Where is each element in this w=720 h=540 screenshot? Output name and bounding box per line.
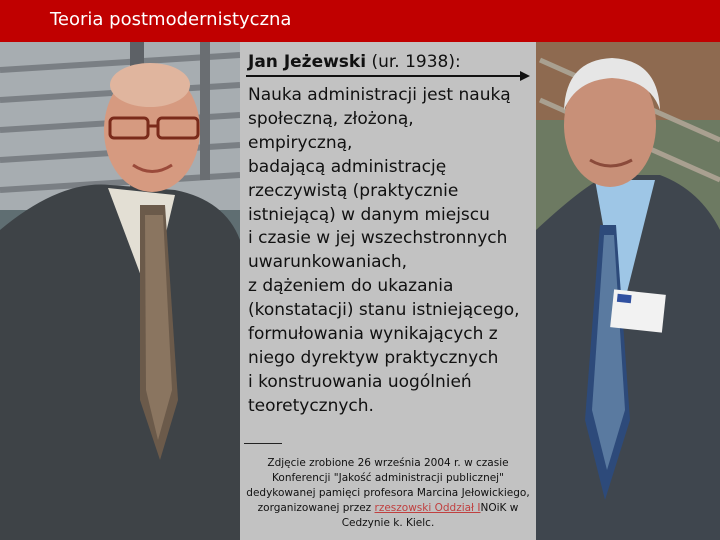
caption-text: Zdjęcie zrobione 26 września 2004 r. w czasie Konferencji "Jakość administracji publicznej" dedykowanej pamięci profesora Marcina Jełowickiego, zorganizowanej przez <box>246 457 530 514</box>
footnote-separator <box>244 443 282 444</box>
text-panel <box>240 42 536 540</box>
caption-link[interactable]: rzeszowski Oddział I <box>374 502 481 514</box>
person-name: Jan Jeżewski <box>248 52 367 72</box>
birth-year: (ur. 1938): <box>366 52 461 72</box>
caption-text-end: NOiK w Cedzynie k. Kielc. <box>341 502 519 529</box>
slide-title: Teoria postmodernistyczna <box>50 9 292 30</box>
photo-caption <box>246 456 530 531</box>
arrow-icon <box>246 70 530 82</box>
definition-text: Nauka administracji jest nauką społeczną, złożoną, empiryczną, badającą administrację rzeczywistą (praktycznie istniejącą) w danym miejscu i czasie w jej wszechstronnych uwarunkowaniach, z dążeniem do ukazania (konstatacji) stanu istniejącego, formułowania wynikających z niego dyrektyw praktycznych i konstruowania uogólnień teoretycznych. <box>248 85 520 416</box>
